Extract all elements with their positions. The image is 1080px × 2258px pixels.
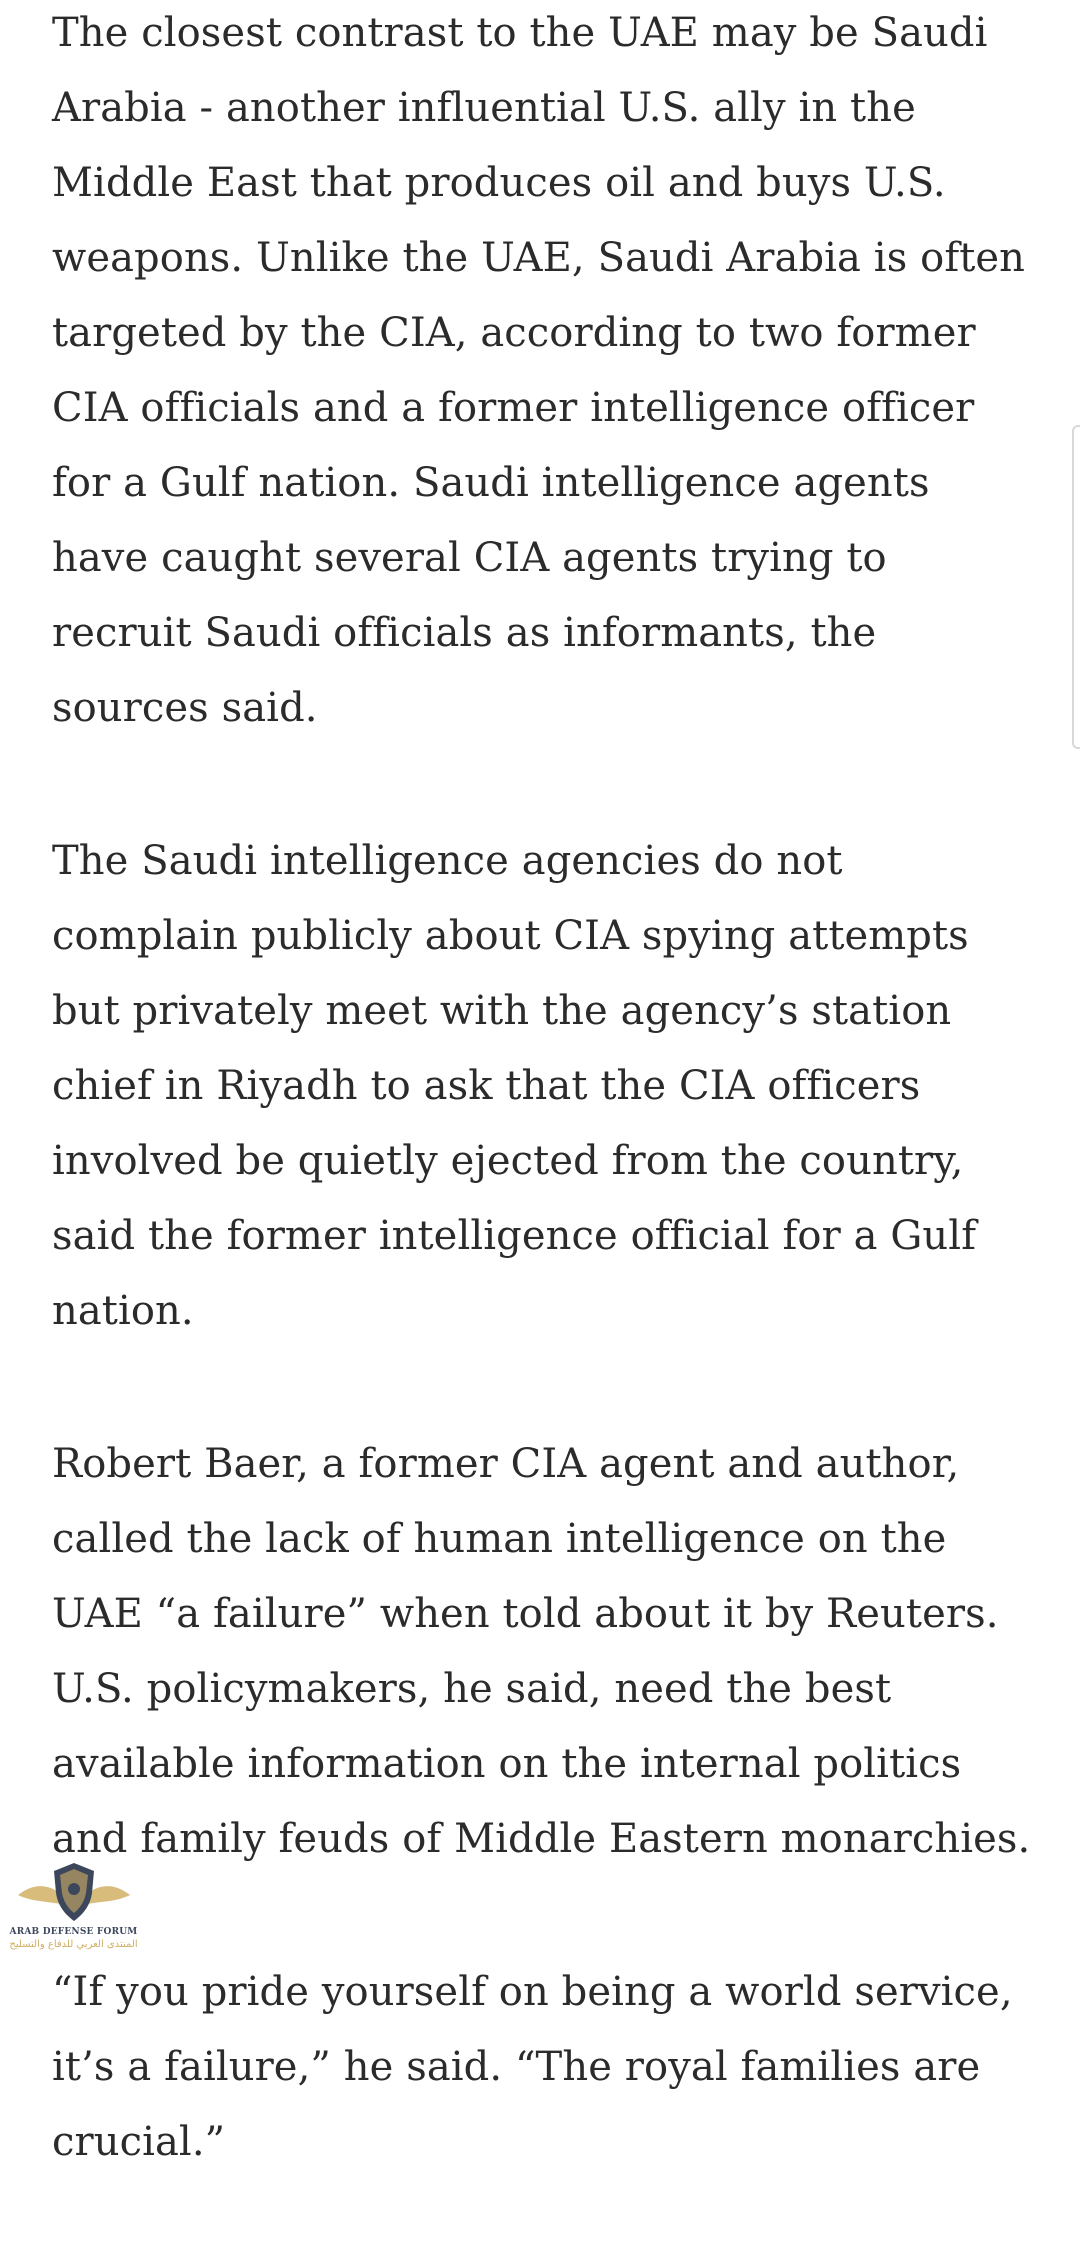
- article-body: [52, 0, 1037, 2258]
- watermark-name-ar: المنتدى العربي للدفاع والتسليح: [9, 1939, 138, 1950]
- paragraph-royal-families-quote: “If you pride yourself on being a world service, it’s a failure,” he said. “The royal families are crucial.”: [52, 1969, 1013, 2165]
- site-watermark: [6, 1855, 141, 1965]
- eagle-shield-logo-icon: [14, 1855, 134, 1927]
- paragraph-saudi-complaints: The Saudi intelligence agencies do not complain publicly about CIA spying attempts but privately meet with the agency’s station chief in Riyadh to ask that the CIA officers involved be quietly ejected from the country, said the former intelligence official for a Gulf nation.: [52, 838, 977, 1334]
- watermark-name-en: ARAB DEFENSE FORUM: [9, 1927, 138, 1937]
- paragraph-saudi-contrast: The closest contrast to the UAE may be Saudi Arabia - another influential U.S. ally in the Middle East that produces oil and buys U.S. weapons. Unlike the UAE, Saudi Arabia is often targeted by the CIA, according to two former CIA officials and a former intelligence officer for a Gulf nation. Saudi intelligence agents have caught several CIA agents trying to recruit Saudi officials as informants, the sources said.: [52, 10, 1026, 731]
- scrollbar-edge[interactable]: [1072, 425, 1080, 749]
- paragraph-robert-baer: Robert Baer, a former CIA agent and author, called the lack of human intelligence on the UAE “a failure” when told about it by Reuters. U.S. policymakers, he said, need the best available information on the internal politics and family feuds of Middle Eastern monarchies.: [52, 1441, 1031, 1862]
